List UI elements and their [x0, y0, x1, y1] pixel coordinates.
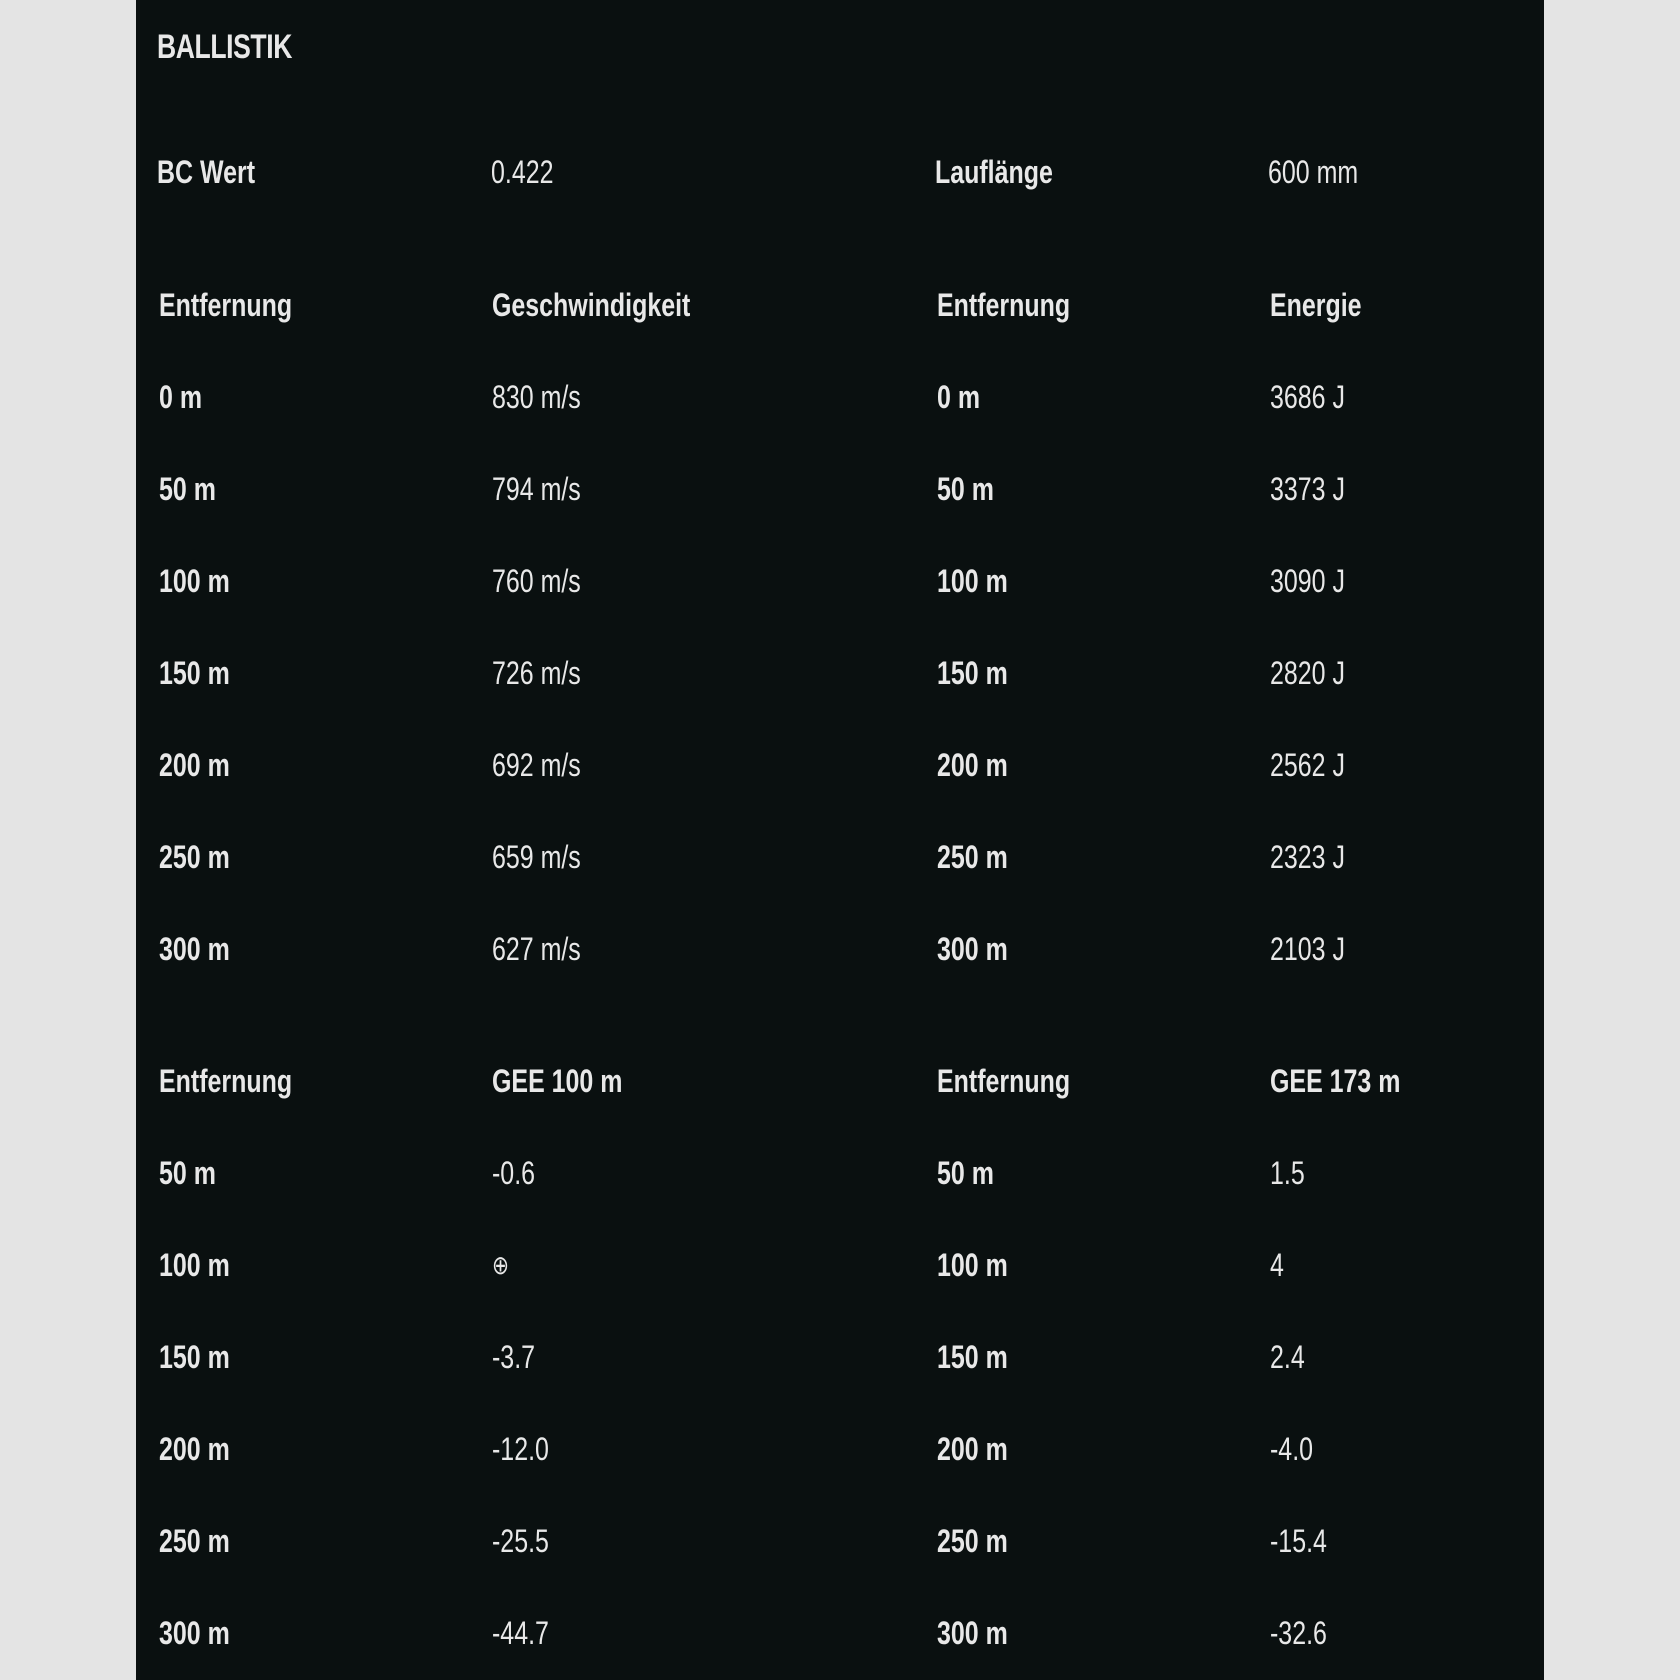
gee100-row-distance: 250 m: [159, 1523, 230, 1559]
gee173-table-header-value: GEE 173 m: [1270, 1063, 1401, 1099]
energy-row-distance: 250 m: [937, 839, 1008, 875]
energy-row-value: 2820 J: [1270, 655, 1345, 691]
gee173-row-distance: 300 m: [937, 1615, 1008, 1651]
barrel-length-label: Lauflänge: [935, 154, 1053, 190]
gee173-row-value: -15.4: [1270, 1523, 1327, 1559]
gee100-row-value: -44.7: [492, 1615, 549, 1651]
velocity-row-value: 760 m/s: [492, 563, 581, 599]
velocity-row-value: 830 m/s: [492, 379, 581, 415]
gee100-row-value: -0.6: [492, 1155, 536, 1191]
section-title: BALLISTIK: [157, 28, 292, 66]
energy-row-value: 2562 J: [1270, 747, 1345, 783]
velocity-row-distance: 300 m: [159, 931, 230, 967]
gee173-row-value: 1.5: [1270, 1155, 1305, 1191]
gee173-row-distance: 50 m: [937, 1155, 994, 1191]
gee100-row-value: -25.5: [492, 1523, 549, 1559]
gee173-row-distance: 250 m: [937, 1523, 1008, 1559]
energy-row-value: 3090 J: [1270, 563, 1345, 599]
velocity-row-value: 726 m/s: [492, 655, 581, 691]
energy-row-value: 3686 J: [1270, 379, 1345, 415]
energy-row-distance: 200 m: [937, 747, 1008, 783]
gee100-row-distance: 200 m: [159, 1431, 230, 1467]
energy-row-distance: 100 m: [937, 563, 1008, 599]
velocity-row-value: 627 m/s: [492, 931, 581, 967]
energy-row-distance: 300 m: [937, 931, 1008, 967]
energy-table-header-distance: Entfernung: [937, 287, 1071, 323]
energy-row-value: 3373 J: [1270, 471, 1345, 507]
bc-value: 0.422: [491, 154, 554, 190]
gee173-row-value: 4: [1270, 1247, 1284, 1283]
energy-table-header-energy: Energie: [1270, 287, 1362, 323]
gee173-row-distance: 150 m: [937, 1339, 1008, 1375]
velocity-row-distance: 0 m: [159, 379, 203, 415]
gee100-row-distance: 100 m: [159, 1247, 230, 1283]
bc-label: BC Wert: [157, 154, 255, 190]
gee100-row-value: -12.0: [492, 1431, 549, 1467]
energy-row-value: 2103 J: [1270, 931, 1345, 967]
energy-row-distance: 150 m: [937, 655, 1008, 691]
gee100-row-value: -3.7: [492, 1339, 536, 1375]
velocity-table-header-distance: Entfernung: [159, 287, 293, 323]
velocity-table-header-velocity: Geschwindigkeit: [492, 287, 691, 323]
energy-row-value: 2323 J: [1270, 839, 1345, 875]
gee100-table-header-distance: Entfernung: [159, 1063, 293, 1099]
gee173-row-value: -4.0: [1270, 1431, 1314, 1467]
zero-crosshair-icon: ⊕: [492, 1250, 510, 1280]
gee173-row-distance: 200 m: [937, 1431, 1008, 1467]
velocity-row-distance: 200 m: [159, 747, 230, 783]
gee100-table-header-value: GEE 100 m: [492, 1063, 623, 1099]
energy-row-distance: 50 m: [937, 471, 994, 507]
velocity-row-distance: 50 m: [159, 471, 216, 507]
energy-row-distance: 0 m: [937, 379, 981, 415]
gee100-row-distance: 50 m: [159, 1155, 216, 1191]
gee100-row-distance: 300 m: [159, 1615, 230, 1651]
gee173-row-distance: 100 m: [937, 1247, 1008, 1283]
velocity-row-value: 692 m/s: [492, 747, 581, 783]
velocity-row-value: 659 m/s: [492, 839, 581, 875]
gee173-table-header-distance: Entfernung: [937, 1063, 1071, 1099]
gee173-row-value: -32.6: [1270, 1615, 1327, 1651]
velocity-row-value: 794 m/s: [492, 471, 581, 507]
velocity-row-distance: 250 m: [159, 839, 230, 875]
gee100-row-distance: 150 m: [159, 1339, 230, 1375]
barrel-length-value: 600 mm: [1268, 154, 1359, 190]
gee173-row-value: 2.4: [1270, 1339, 1305, 1375]
velocity-row-distance: 150 m: [159, 655, 230, 691]
ballistics-panel: [136, 0, 1544, 1680]
velocity-row-distance: 100 m: [159, 563, 230, 599]
